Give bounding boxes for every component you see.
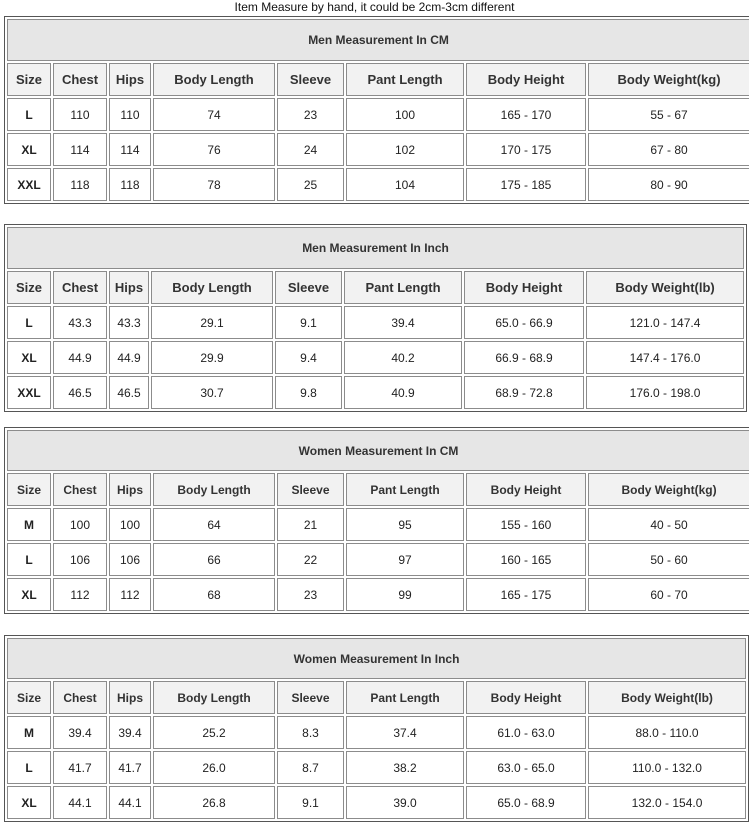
- body-height-cell: 66.9 - 68.9: [464, 341, 584, 374]
- header-body-height: Body Height: [466, 63, 586, 96]
- size-cell: M: [7, 716, 51, 749]
- body-length-cell: 26.8: [153, 786, 275, 819]
- body-height-cell: 63.0 - 65.0: [466, 751, 586, 784]
- body-length-cell: 64: [153, 508, 275, 541]
- body-length-cell: 74: [153, 98, 275, 131]
- pant-length-cell: 39.4: [344, 306, 462, 339]
- pant-length-cell: 99: [346, 578, 464, 611]
- body-length-cell: 76: [153, 133, 275, 166]
- sleeve-cell: 9.1: [277, 786, 344, 819]
- header-chest: Chest: [53, 473, 107, 506]
- hips-cell: 118: [109, 168, 151, 201]
- pant-length-cell: 102: [346, 133, 464, 166]
- sleeve-cell: 8.7: [277, 751, 344, 784]
- sleeve-cell: 9.1: [275, 306, 342, 339]
- header-pant-length: Pant Length: [346, 681, 464, 714]
- body-height-cell: 165 - 175: [466, 578, 586, 611]
- body-weight-cell: 147.4 - 176.0: [586, 341, 744, 374]
- sleeve-cell: 23: [277, 98, 344, 131]
- size-cell: L: [7, 306, 51, 339]
- hips-cell: 110: [109, 98, 151, 131]
- size-cell: L: [7, 98, 51, 131]
- header-body-length: Body Length: [153, 681, 275, 714]
- body-height-cell: 68.9 - 72.8: [464, 376, 584, 409]
- size-cell: XL: [7, 786, 51, 819]
- pant-length-cell: 95: [346, 508, 464, 541]
- measurement-note: Item Measure by hand, it could be 2cm-3cm different: [234, 0, 515, 14]
- chest-cell: 118: [53, 168, 107, 201]
- body-height-cell: 65.0 - 66.9: [464, 306, 584, 339]
- header-pant-length: Pant Length: [346, 63, 464, 96]
- chest-cell: 46.5: [53, 376, 107, 409]
- hips-cell: 112: [109, 578, 151, 611]
- hips-cell: 46.5: [109, 376, 149, 409]
- body-height-cell: 155 - 160: [466, 508, 586, 541]
- body-length-cell: 66: [153, 543, 275, 576]
- pant-length-cell: 37.4: [346, 716, 464, 749]
- body-height-cell: 165 - 170: [466, 98, 586, 131]
- pant-length-cell: 97: [346, 543, 464, 576]
- size-cell: XXL: [7, 376, 51, 409]
- header-body-length: Body Length: [153, 473, 275, 506]
- chest-cell: 114: [53, 133, 107, 166]
- body-length-cell: 25.2: [153, 716, 275, 749]
- sleeve-cell: 25: [277, 168, 344, 201]
- men-cm-table: [4, 16, 749, 204]
- body-weight-cell: 88.0 - 110.0: [588, 716, 746, 749]
- table-title: Women Measurement In CM: [7, 430, 749, 471]
- table-row: [7, 306, 744, 339]
- table-row: [7, 376, 744, 409]
- sleeve-cell: 9.4: [275, 341, 342, 374]
- header-chest: Chest: [53, 681, 107, 714]
- header-size: Size: [7, 473, 51, 506]
- women-cm-table: [4, 427, 749, 614]
- pant-length-cell: 40.2: [344, 341, 462, 374]
- hips-cell: 44.9: [109, 341, 149, 374]
- hips-cell: 100: [109, 508, 151, 541]
- table-row: [7, 751, 746, 784]
- body-height-cell: 170 - 175: [466, 133, 586, 166]
- body-weight-cell: 40 - 50: [588, 508, 749, 541]
- sleeve-cell: 21: [277, 508, 344, 541]
- header-hips: Hips: [109, 473, 151, 506]
- body-weight-cell: 80 - 90: [588, 168, 749, 201]
- header-sleeve: Sleeve: [277, 63, 344, 96]
- body-length-cell: 78: [153, 168, 275, 201]
- header-body-weight: Body Weight(kg): [588, 63, 749, 96]
- table-row: [7, 168, 749, 201]
- chest-cell: 43.3: [53, 306, 107, 339]
- body-weight-cell: 50 - 60: [588, 543, 749, 576]
- body-height-cell: 175 - 185: [466, 168, 586, 201]
- size-cell: XXL: [7, 168, 51, 201]
- body-length-cell: 26.0: [153, 751, 275, 784]
- size-cell: L: [7, 751, 51, 784]
- chest-cell: 39.4: [53, 716, 107, 749]
- body-weight-cell: 176.0 - 198.0: [586, 376, 744, 409]
- header-size: Size: [7, 271, 51, 304]
- table-row: [7, 786, 746, 819]
- table-row: [7, 716, 746, 749]
- size-cell: XL: [7, 341, 51, 374]
- body-weight-cell: 132.0 - 154.0: [588, 786, 746, 819]
- header-body-weight: Body Weight(lb): [588, 681, 746, 714]
- body-weight-cell: 110.0 - 132.0: [588, 751, 746, 784]
- pant-length-cell: 38.2: [346, 751, 464, 784]
- sleeve-cell: 24: [277, 133, 344, 166]
- hips-cell: 41.7: [109, 751, 151, 784]
- header-size: Size: [7, 681, 51, 714]
- table-title: Men Measurement In CM: [7, 19, 749, 61]
- size-cell: L: [7, 543, 51, 576]
- chest-cell: 44.1: [53, 786, 107, 819]
- header-sleeve: Sleeve: [277, 681, 344, 714]
- body-length-cell: 30.7: [151, 376, 273, 409]
- table-row: [7, 543, 749, 576]
- body-height-cell: 65.0 - 68.9: [466, 786, 586, 819]
- header-body-height: Body Height: [464, 271, 584, 304]
- table-row: [7, 578, 749, 611]
- header-sleeve: Sleeve: [275, 271, 342, 304]
- chest-cell: 41.7: [53, 751, 107, 784]
- sleeve-cell: 9.8: [275, 376, 342, 409]
- header-hips: Hips: [109, 271, 149, 304]
- header-pant-length: Pant Length: [344, 271, 462, 304]
- header-sleeve: Sleeve: [277, 473, 344, 506]
- body-height-cell: 160 - 165: [466, 543, 586, 576]
- hips-cell: 106: [109, 543, 151, 576]
- pant-length-cell: 40.9: [344, 376, 462, 409]
- table-title: Women Measurement In Inch: [7, 638, 746, 679]
- chest-cell: 112: [53, 578, 107, 611]
- header-body-length: Body Length: [151, 271, 273, 304]
- size-cell: XL: [7, 133, 51, 166]
- chest-cell: 100: [53, 508, 107, 541]
- header-body-height: Body Height: [466, 681, 586, 714]
- header-pant-length: Pant Length: [346, 473, 464, 506]
- header-hips: Hips: [109, 681, 151, 714]
- body-weight-cell: 60 - 70: [588, 578, 749, 611]
- hips-cell: 44.1: [109, 786, 151, 819]
- header-chest: Chest: [53, 271, 107, 304]
- table-title: Men Measurement In Inch: [7, 227, 744, 269]
- table-row: [7, 98, 749, 131]
- pant-length-cell: 100: [346, 98, 464, 131]
- pant-length-cell: 104: [346, 168, 464, 201]
- header-chest: Chest: [53, 63, 107, 96]
- header-body-length: Body Length: [153, 63, 275, 96]
- body-length-cell: 29.1: [151, 306, 273, 339]
- chest-cell: 106: [53, 543, 107, 576]
- women-inch-table: [4, 635, 749, 822]
- chest-cell: 44.9: [53, 341, 107, 374]
- body-length-cell: 68: [153, 578, 275, 611]
- header-body-height: Body Height: [466, 473, 586, 506]
- body-weight-cell: 121.0 - 147.4: [586, 306, 744, 339]
- hips-cell: 114: [109, 133, 151, 166]
- sleeve-cell: 22: [277, 543, 344, 576]
- sleeve-cell: 8.3: [277, 716, 344, 749]
- hips-cell: 43.3: [109, 306, 149, 339]
- sleeve-cell: 23: [277, 578, 344, 611]
- table-row: [7, 508, 749, 541]
- body-weight-cell: 55 - 67: [588, 98, 749, 131]
- hips-cell: 39.4: [109, 716, 151, 749]
- size-cell: XL: [7, 578, 51, 611]
- header-hips: Hips: [109, 63, 151, 96]
- pant-length-cell: 39.0: [346, 786, 464, 819]
- body-height-cell: 61.0 - 63.0: [466, 716, 586, 749]
- body-length-cell: 29.9: [151, 341, 273, 374]
- header-body-weight: Body Weight(lb): [586, 271, 744, 304]
- table-row: [7, 341, 744, 374]
- header-size: Size: [7, 63, 51, 96]
- table-row: [7, 133, 749, 166]
- men-inch-table: [4, 224, 747, 412]
- size-cell: M: [7, 508, 51, 541]
- chest-cell: 110: [53, 98, 107, 131]
- header-body-weight: Body Weight(kg): [588, 473, 749, 506]
- body-weight-cell: 67 - 80: [588, 133, 749, 166]
